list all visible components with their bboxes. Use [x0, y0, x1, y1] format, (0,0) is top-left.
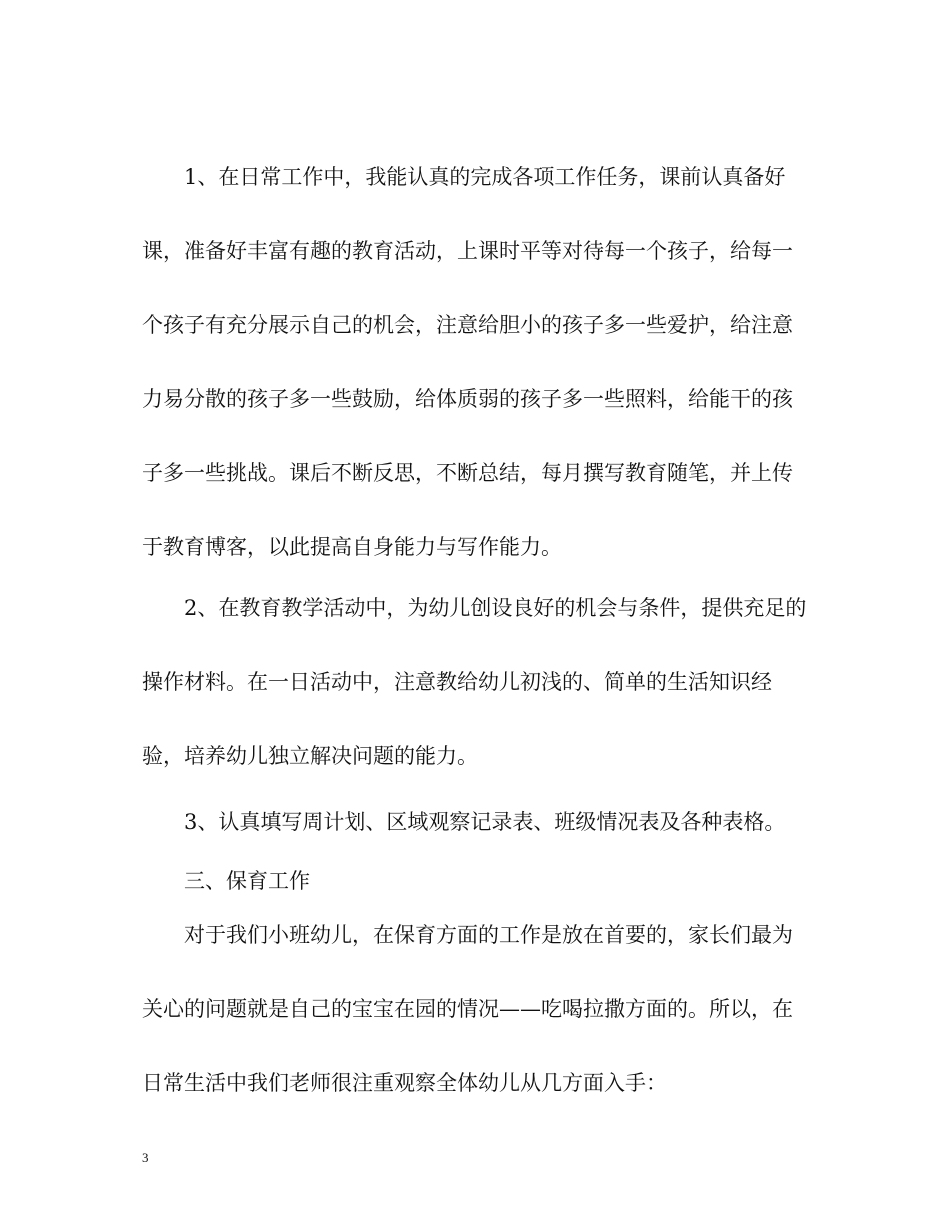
paragraph-forms: 3、认真填写周计划、区域观察记录表、班级情况表及各种表格。 — [184, 810, 786, 834]
paragraph-daily-work: 1、在日常工作中，我能认真的完成各项工作任务，课前认真备好课，准备好丰富有趣的教育活动，上课时平等对待每一个孩子，给每一个孩子有充分展示自己的机会，注意给胆小的孩子多一些爱护，给注意力易分散的孩子多一些鼓励，给体质弱的孩子多一些照料，给能干的孩子多一些挑战。课后不断反思，不断总结，每月撰写教育随笔，并上传于教育博客，以此提高自身能力与写作能力。 — [142, 165, 793, 559]
paragraph-care-work: 对于我们小班幼儿，在保育方面的工作是放在首要的，家长们最为关心的问题就是自己的宝宝在园的情况——吃喝拉撒方面的。所以，在日常生活中我们老师很注重观察全体幼儿从几方面入手： — [142, 923, 793, 1095]
section-heading-care-work: 三、保育工作 — [184, 869, 310, 893]
page-number: 3 — [142, 1150, 149, 1165]
paragraph-teaching-activities: 2、在教育教学活动中，为幼儿创设良好的机会与条件，提供充足的操作材料。在一日活动中，注意教给幼儿初浅的、简单的生活知识经验，培养幼儿独立解决问题的能力。 — [142, 596, 807, 768]
body-text — [142, 140, 808, 1120]
